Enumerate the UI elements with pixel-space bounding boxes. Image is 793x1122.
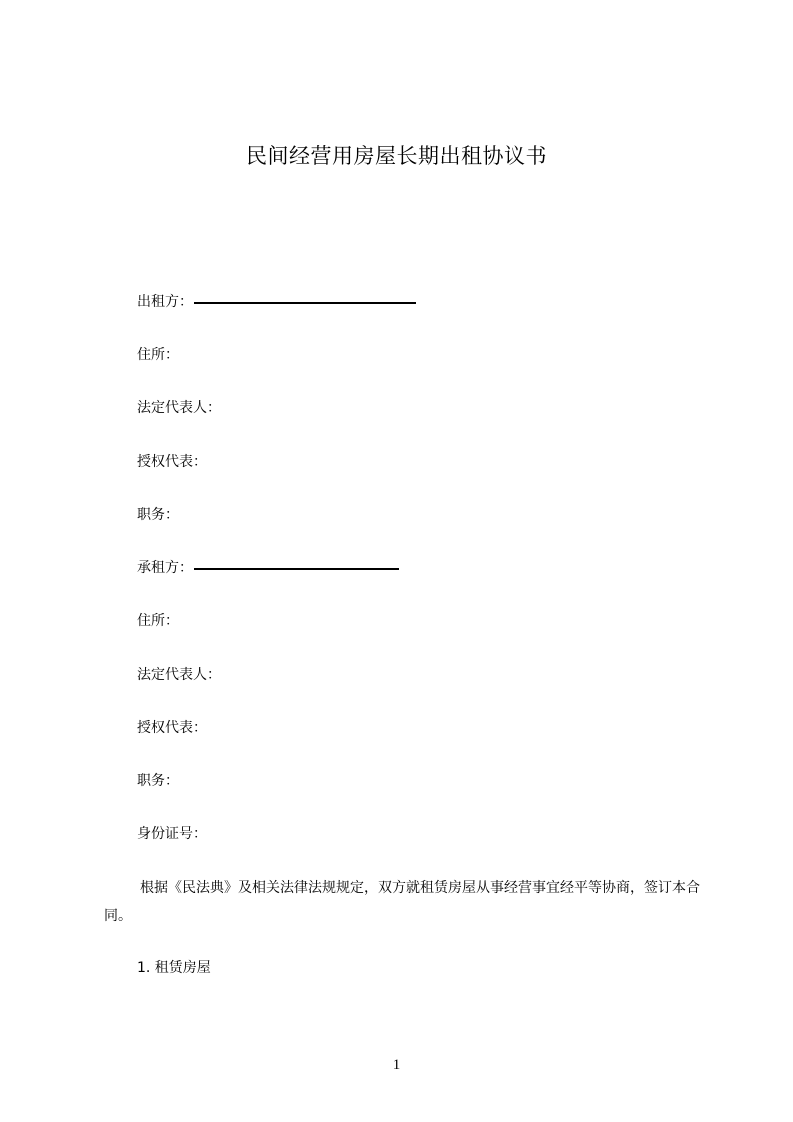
preamble-paragraph: 根据《民法典》及相关法律法规规定，双方就租赁房屋从事经营事宜经平等协商，签订本合同。 [104,880,700,924]
lessor-legal-rep-field: 法定代表人： [137,400,221,416]
lessee-legal-rep-field: 法定代表人： [137,667,221,683]
lessee-id-number-field: 身份证号： [137,826,207,842]
lessee-blank-line [194,568,399,570]
lessee-label: 承租方： [137,560,193,576]
section-heading-rental-property: 1. 租赁房屋 [137,960,211,976]
lessor-authorized-rep-field: 授权代表： [137,454,207,470]
lessee-authorized-rep-field: 授权代表： [137,720,207,736]
lessor-blank-line [194,302,416,304]
document-title: 民间经营用房屋长期出租协议书 [246,144,547,168]
lessee-address-field: 住所： [137,613,179,629]
lessee-field [137,558,399,578]
lessor-label: 出租方： [137,294,193,310]
lessor-field [137,292,416,312]
page-number: 1 [392,1057,401,1073]
lessor-address-field: 住所： [137,347,179,363]
lessee-position-field: 职务： [137,773,179,789]
lessor-position-field: 职务： [137,507,179,523]
